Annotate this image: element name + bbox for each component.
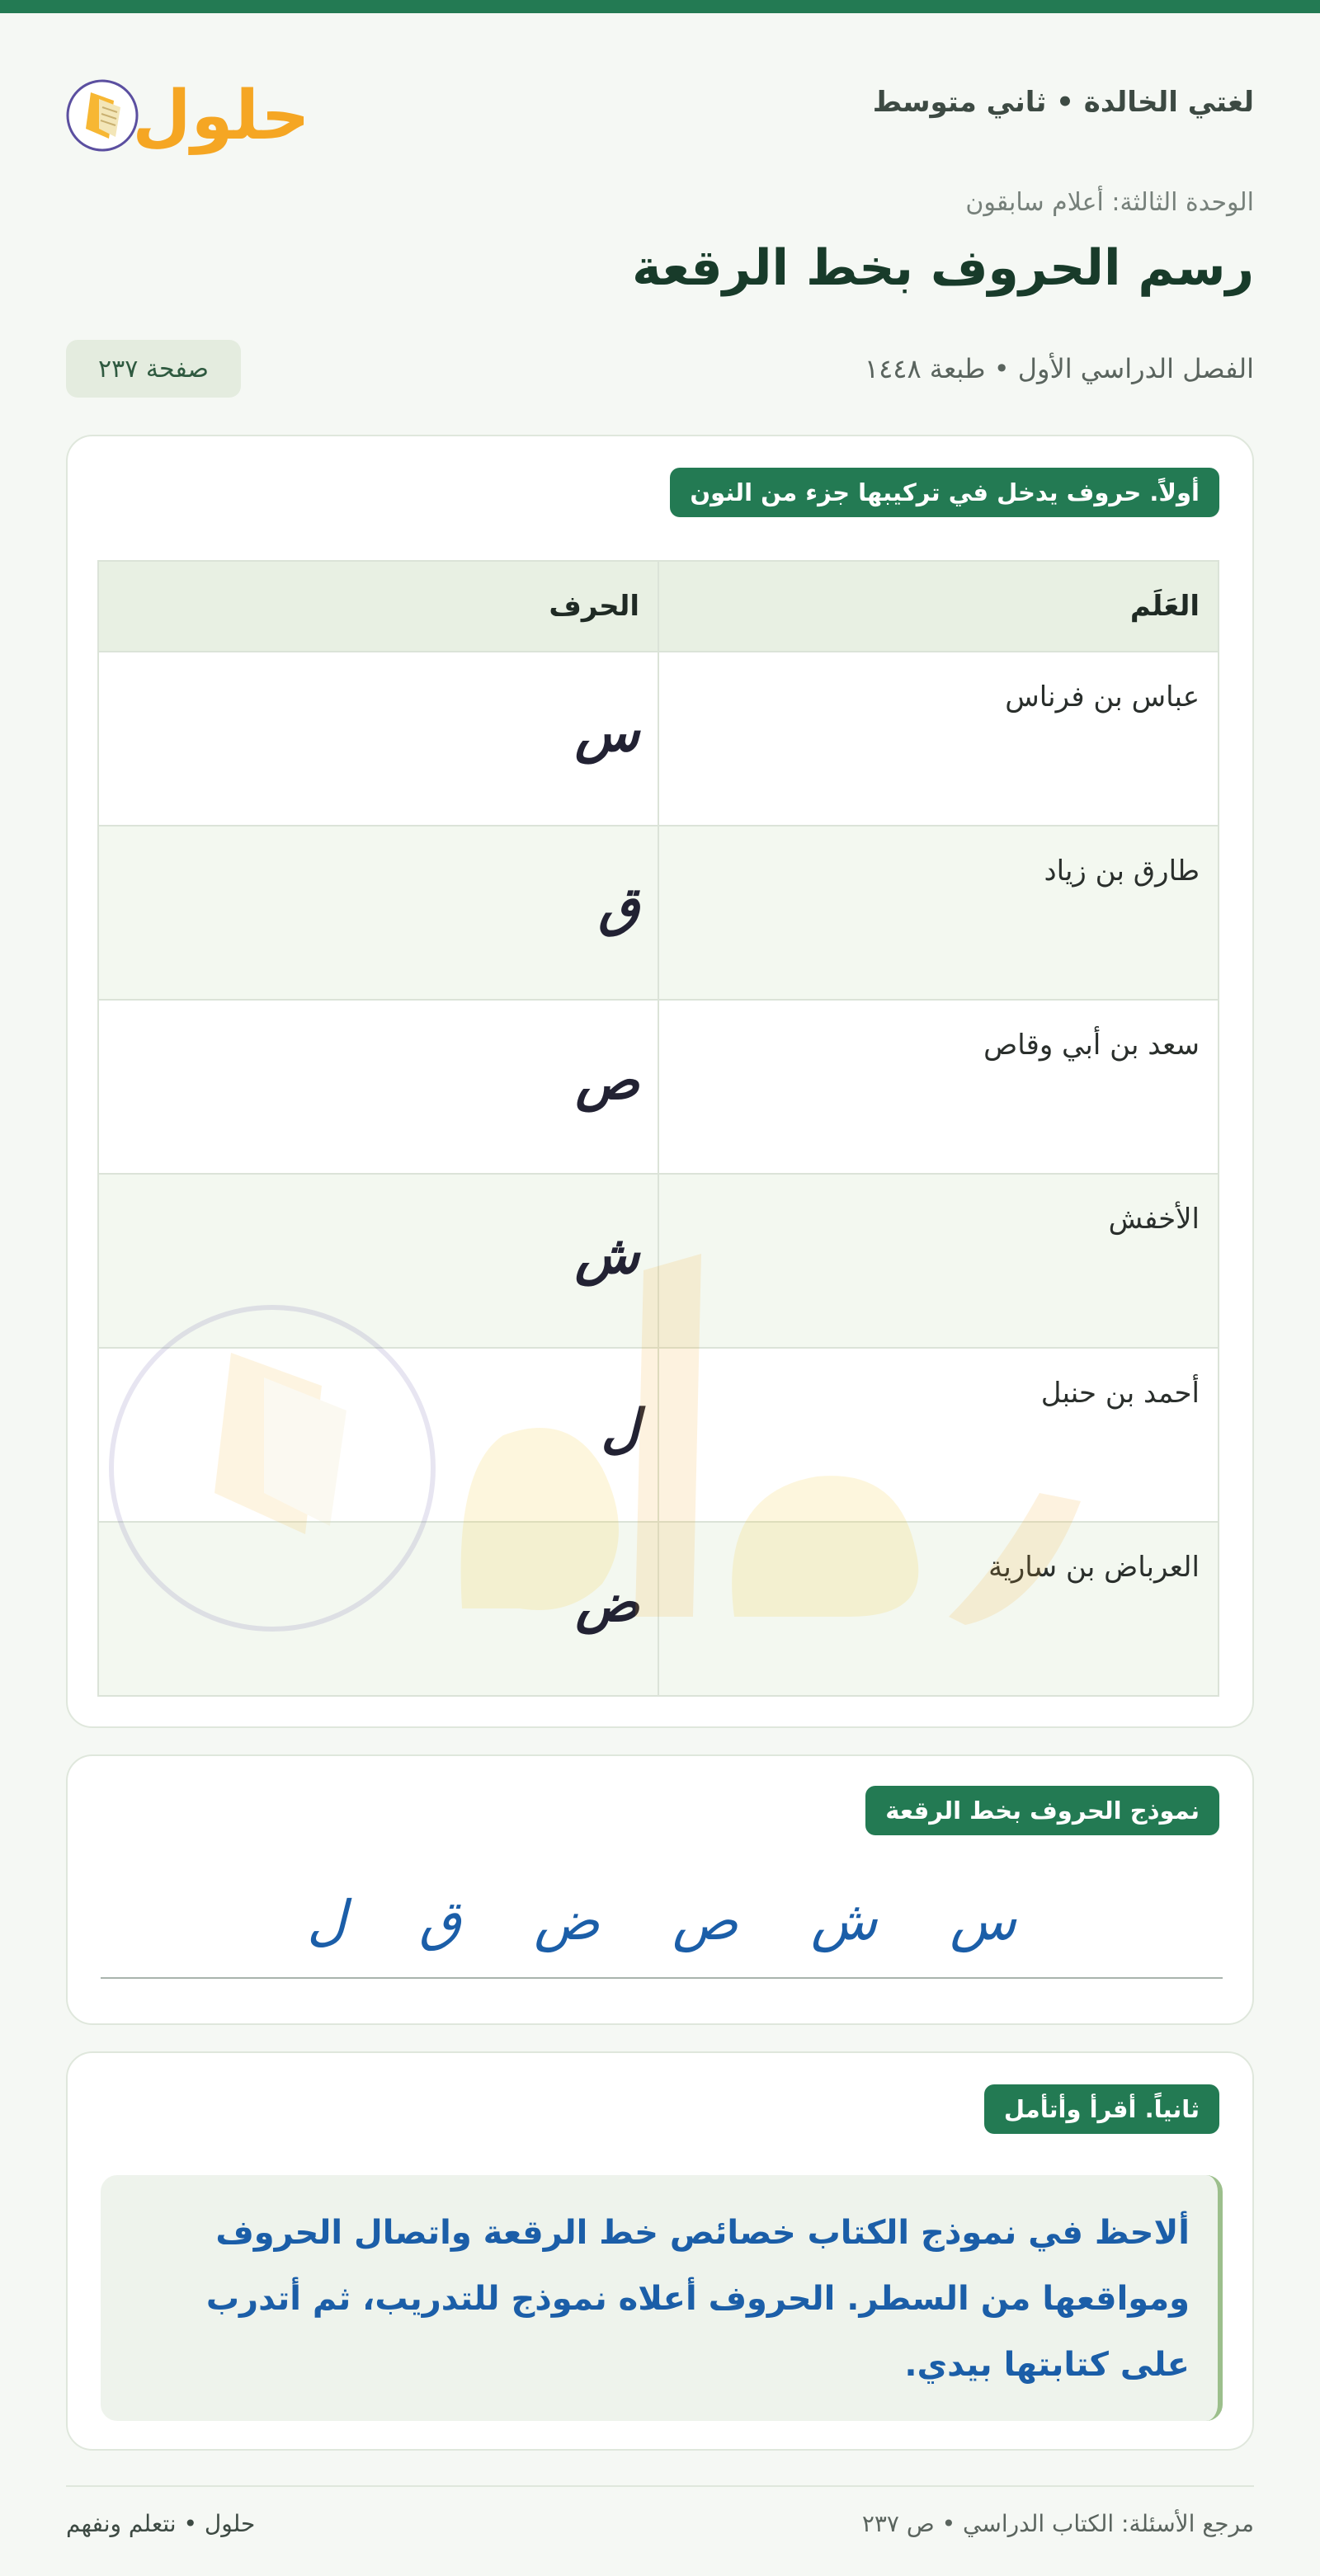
name-cell: أحمد بن حنبل: [658, 1348, 1219, 1522]
model-letter: س: [950, 1889, 1016, 1952]
logo-text: حلول: [132, 77, 310, 155]
table-row: [98, 1522, 1219, 1696]
brand-title: لغتي الخالدة • ثاني متوسط: [872, 86, 1254, 119]
footer-divider: [66, 2485, 1254, 2487]
section-tag-first: أولاً. حروف يدخل في تركيبها جزء من النون: [670, 468, 1219, 517]
footer-reference: مرجع الأسئلة: الكتاب الدراسي • ص ٢٣٧: [861, 2510, 1254, 2537]
model-letter: ق: [419, 1889, 462, 1952]
name-cell: العرباض بن سارية: [658, 1522, 1219, 1696]
reflection-note: ألاحظ في نموذج الكتاب خصائص خط الرقعة واتصال الحروف ومواقعها من السطر. الحروف أعلاه نموذج للتدريب، ثم أتدرب على كتابتها بيدي.: [101, 2175, 1223, 2421]
model-letter: ل: [307, 1889, 346, 1952]
model-letter: ض: [534, 1889, 601, 1952]
book-circle-logo-icon: [66, 58, 314, 157]
letter-cell: ق: [98, 826, 658, 1000]
table-row: [98, 1174, 1219, 1348]
names-letters-table: [97, 560, 1219, 1697]
section-tag-model: نموذج الحروف بخط الرقعة: [865, 1786, 1219, 1835]
letter-cell: ش: [98, 1174, 658, 1348]
table-row: [98, 826, 1219, 1000]
page-header: [66, 49, 1254, 157]
model-letter: ص: [672, 1889, 738, 1952]
unit-label: الوحدة الثالثة: أعلام سابقون: [965, 188, 1254, 217]
table-row: [98, 1348, 1219, 1522]
column-header-name: العَلَم: [658, 561, 1219, 652]
page-title: رسم الحروف بخط الرقعة: [632, 239, 1254, 297]
name-cell: سعد بن أبي وقاص: [658, 1000, 1219, 1174]
letters-table-card: [66, 435, 1254, 1728]
footer-slogan: حلول • نتعلم ونفهم: [66, 2510, 256, 2537]
letter-cell: س: [98, 652, 658, 826]
name-cell: طارق بن زياد: [658, 826, 1219, 1000]
model-letters-card: [66, 1754, 1254, 2025]
table-header-row: [98, 561, 1219, 652]
letter-cell: ض: [98, 1522, 658, 1696]
read-reflect-card: [66, 2051, 1254, 2451]
hulul-logo[interactable]: [66, 58, 314, 157]
semester-label: الفصل الدراسي الأول • طبعة ١٤٤٨: [864, 353, 1254, 384]
name-cell: عباس بن فرناس: [658, 652, 1219, 826]
name-cell: الأخفش: [658, 1174, 1219, 1348]
letter-cell: ل: [98, 1348, 658, 1522]
model-letter: ش: [810, 1889, 878, 1952]
column-header-letter: الحرف: [98, 561, 658, 652]
letter-cell: ص: [98, 1000, 658, 1174]
section-tag-second: ثانياً. أقرأ وأتأمل: [984, 2084, 1219, 2134]
table-row: [98, 652, 1219, 826]
page-number-badge: صفحة ٢٣٧: [66, 340, 241, 398]
model-letters-row: [101, 1880, 1223, 1979]
top-accent-bar: [0, 0, 1320, 13]
table-row: [98, 1000, 1219, 1174]
